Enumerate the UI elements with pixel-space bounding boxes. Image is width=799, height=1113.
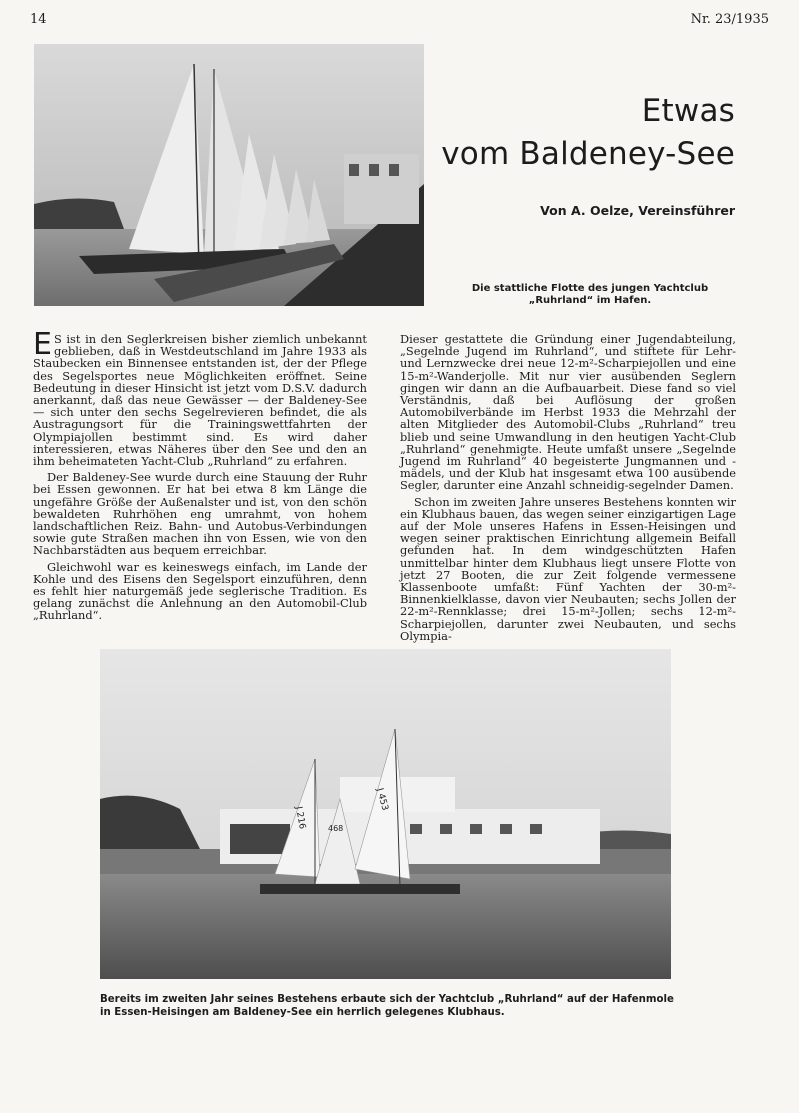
caption-bottom-photo: Bereits im zweiten Jahr seines Bestehens erbaute sich der Yachtclub „Ruhrland“ auf der Hafenmole in Essen-Heisingen am Baldeney-See ein herrlich gelegenes Klubhaus. xyxy=(100,994,674,1018)
paragraph: Gleichwohl war es keineswegs einfach, im Lande der Kohle und des Eisens den Segelsport einzuführen, denn es fehlt hier naturgemäß jede seglerische Tradition. Es gelang zunächst die Anlehnung an den Automobil-Club „Ruhrland“. xyxy=(33,559,367,623)
page-number: 14 xyxy=(30,12,47,27)
paragraph: Schon im zweiten Jahre unseres Bestehens konnten wir ein Klubhaus bauen, das wegen seiner einzigartigen Lage auf der Mole unseres Hafens in Essen-Heisingen und wegen seiner praktischen Einrichtung allgemein Beifall gefunden hat. In dem windgeschützten Hafen unmittelbar hinter dem Klubhaus liegt unsere Flotte von jetzt 27 Booten, die zur Zeit folgende vermessene Klassenboote umfaßt: Fünf Yachten der 30-m²-Binnenkielklasse, davon vier Neubauten; sechs Jollen der 22-m²-Rennklasse; drei 15-m²-Jollen; sechs 12-m²-Scharpiejollen, darunter zwei Neubauten, und sechs Olympia- xyxy=(400,494,736,643)
sail-number: J 216 xyxy=(293,805,307,830)
article-column-left xyxy=(33,327,367,623)
article-title xyxy=(441,90,735,176)
paragraph: Dieser gestattete die Gründung einer Jugendabteilung, „Segelnde Jugend im Ruhrland“, und stiftete für Lehr- und Lernzwecke drei neue 12-m²-Scharpiejollen und eine 15-m²-Wanderjolle. Mit nur vier ausübenden Seglern gingen wir dann an die Aufbauarbeit. Diese fand so viel Verständnis, daß bei Auflösung der großen Automobilverbände im Herbst 1933 die Mehrzahl der alten Mitglieder des Automobil-Clubs „Ruhrland“ treu blieb und seine Umwandlung in den heutigen Yacht-Club „Ruhrland“ genehmigte. Heute umfaßt unsere „Segelnde Jugend im Ruhrland“ 40 begeisterte Jungmannen und -mädels, und der Klub hat insgesamt etwa 100 ausübende Segler, darunter eine Anzahl schneidig-segelnder Damen. xyxy=(400,332,736,493)
paragraph: Der Baldeney-See wurde durch eine Stauung der Ruhr bei Essen gewonnen. Er hat bei etwa 8 km Länge die ungefähre Größe der Außenalster und ist, von den schön bewaldeten Ruhrhöhen eng umrahmt, von hohem landschaftlichen Reiz. Bahn- und Autobus-Verbindungen sowie gute Straßen machen ihn von Essen, wie von den Nachbarstädten aus bequem erreichbar. xyxy=(33,470,367,558)
drop-cap: E xyxy=(33,327,52,362)
byline: Von A. Oelze, Vereinsführer xyxy=(540,203,735,218)
sail-number: 468 xyxy=(328,824,344,833)
photo-sailboats-at-dock xyxy=(34,44,424,306)
paragraph: E S ist in den Seglerkreisen bisher ziemlich unbekannt geblieben, daß in Westdeutschland im Jahre 1933 als Staubecken ein Binnensee entstanden ist, der der Pflege des Segelsportes neue Möglichkeiten eröffnet. Seine Bedeutung in dieser Hinsicht ist jetzt vom D.S.V. dadurch anerkannt, daß das neue Gewässer — der Baldeney-See — sich unter den sechs Segelrevieren befindet, die als Austragungsort für die Trainingswettfahrten der Olympiajollen bestimmt sind. Es wird daher interessieren, etwas Näheres über den See und den an ihm beheimateten Yacht-Club „Ruhrland“ zu erfahren. xyxy=(33,327,367,469)
title-line-1: Etwas xyxy=(641,93,735,129)
article-column-right xyxy=(400,333,736,642)
issue-number: Nr. 23/1935 xyxy=(690,12,769,27)
title-line-2: vom Baldeney-See xyxy=(441,136,735,172)
caption-top-photo: Die stattliche Flotte des jungen Yachtclub „Ruhrland“ im Hafen. xyxy=(471,283,709,306)
photo-clubhouse xyxy=(100,649,671,979)
sail-number: J 453 xyxy=(374,787,390,812)
